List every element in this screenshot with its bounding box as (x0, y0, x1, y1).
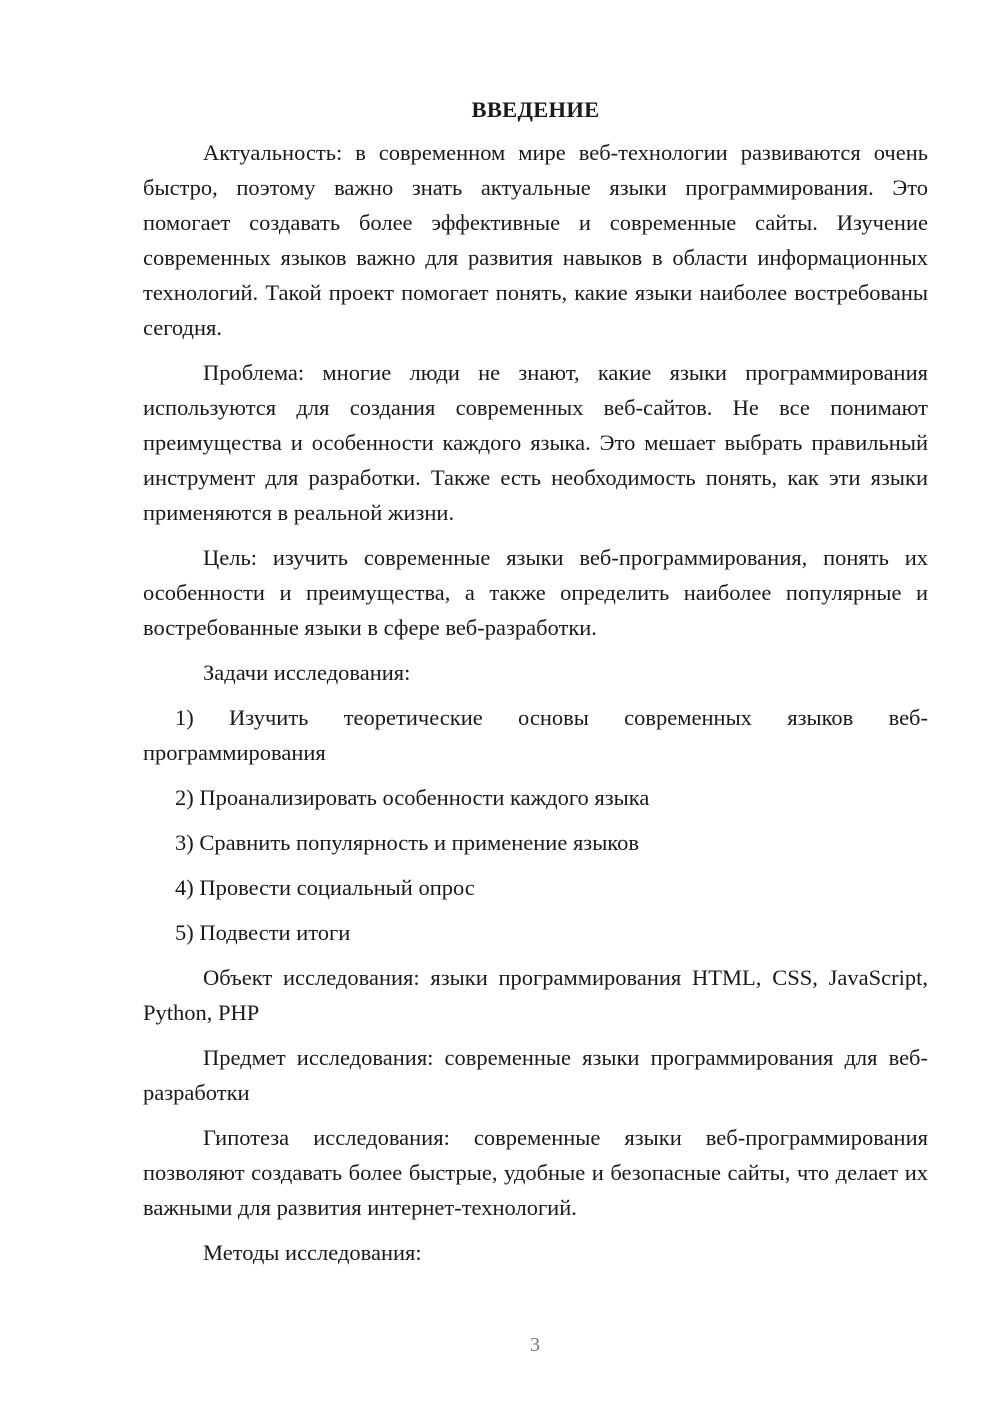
task-item: 3) Сравнить популярность и применение языков (175, 830, 639, 855)
task-item: 5) Подвести итоги (175, 920, 351, 945)
task-item: 2) Проанализировать особенности каждого языка (175, 785, 650, 810)
task-item: 1) Изучить теоретические основы современных языков веб-программирования (143, 705, 928, 765)
page-content (143, 92, 928, 1280)
task-item: 4) Провести социальный опрос (175, 875, 475, 900)
paragraph-goal: Цель: изучить современные языки веб-программирования, понять их особенности и преимущества, а также определить наиболее популярные и востребованные языки в сфере веб-разработки. (143, 545, 928, 640)
paragraph-hypothesis: Гипотеза исследования: современные языки веб-программирования позволяют создавать более быстрые, удобные и безопасные сайты, что делает их важными для развития интернет-технологий. (143, 1125, 928, 1220)
section-title: ВВЕДЕНИЕ (471, 97, 600, 122)
methods-heading: Методы исследования: (203, 1240, 422, 1265)
page-number: 3 (530, 1334, 540, 1356)
tasks-heading: Задачи исследования: (203, 660, 411, 685)
paragraph-subject: Предмет исследования: современные языки программирования для веб-разработки (143, 1045, 928, 1105)
paragraph-relevance: Актуальность: в современном мире веб-технологии развиваются очень быстро, поэтому важно знать актуальные языки программирования. Это помогает создавать более эффективные и современные сайты. Изучение современных языков важно для развития навыков в области информационных технологий. Такой проект помогает понять, какие языки наиболее востребованы сегодня. (143, 140, 928, 340)
paragraph-object: Объект исследования: языки программирования HTML, CSS, JavaScript, Python, PHP (143, 965, 928, 1025)
paragraph-problem: Проблема: многие люди не знают, какие языки программирования используются для создания современных веб-сайтов. Не все понимают преимущества и особенности каждого языка. Это мешает выбрать правильный инструмент для разработки. Также есть необходимость понять, как эти языки применяются в реальной жизни. (143, 360, 928, 525)
